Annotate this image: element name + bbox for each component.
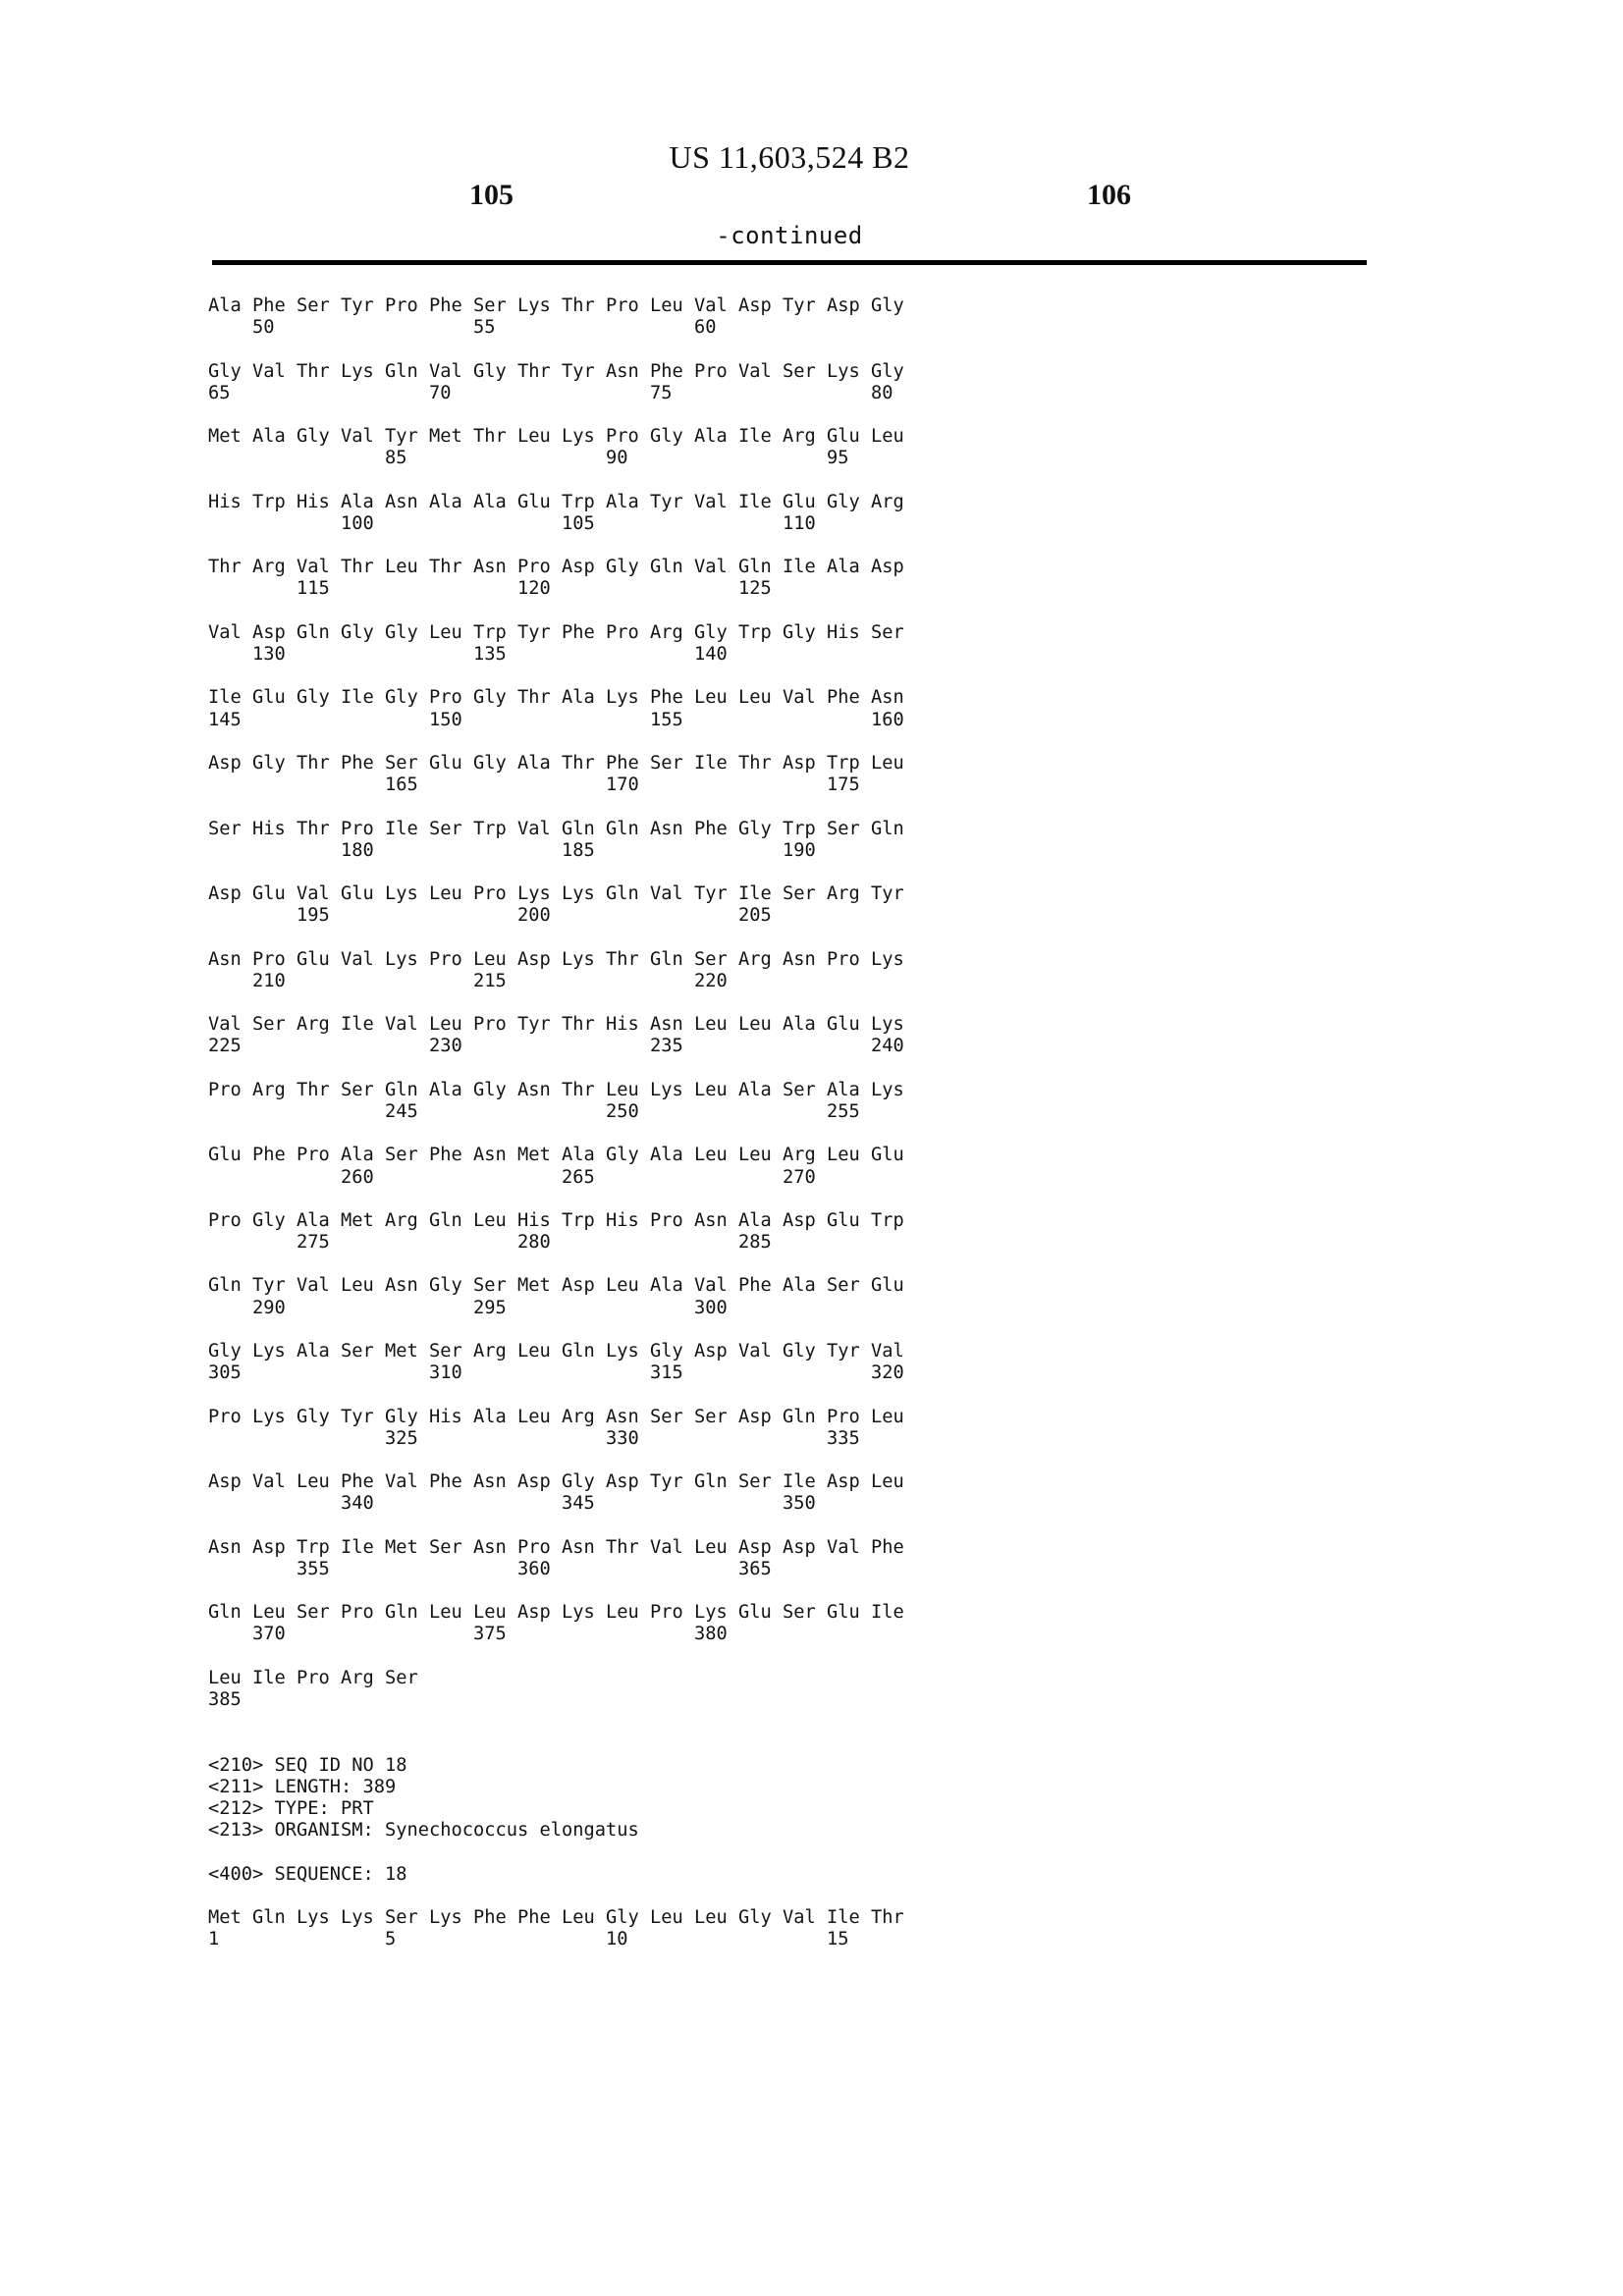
blank-line <box>208 1646 904 1668</box>
blank-line <box>208 1733 904 1754</box>
sequence-position-numbers: 290 295 300 <box>208 1297 728 1318</box>
sequence-residues-line: Ser His Thr Pro Ile Ser Trp Val Gln Gln Asn Phe Gly Trp Ser Gln <box>208 818 904 839</box>
sequence-residues-line: Glu Phe Pro Ala Ser Phe Asn Met Ala Gly Ala Leu Leu Arg Leu Glu <box>208 1145 904 1166</box>
sequence-residues-line: Ala Phe Ser Tyr Pro Phe Ser Lys Thr Pro Leu Val Asp Tyr Asp Gly <box>208 295 904 316</box>
blank-line <box>208 862 904 883</box>
blank-line <box>208 1516 904 1537</box>
sequence-position-numbers: 260 265 270 <box>208 1166 816 1188</box>
sequence-residues-line: Gln Leu Ser Pro Gln Leu Leu Asp Lys Leu Pro Lys Glu Ser Glu Ile <box>208 1602 904 1624</box>
sequence-position-numbers: 340 345 350 <box>208 1493 816 1515</box>
blank-line <box>208 1123 904 1145</box>
sequence-position-numbers: 100 105 110 <box>208 512 816 534</box>
sequence-position-numbers: 165 170 175 <box>208 774 860 796</box>
blank-line <box>208 470 904 492</box>
sequence-residues-line: Pro Arg Thr Ser Gln Ala Gly Asn Thr Leu Lys Leu Ala Ser Ala Lys <box>208 1079 904 1100</box>
sequence-residues-line: Gln Tyr Val Leu Asn Gly Ser Met Asp Leu Ala Val Phe Ala Ser Glu <box>208 1275 904 1297</box>
blank-line <box>208 1580 904 1602</box>
blank-line <box>208 796 904 818</box>
sequence-position-numbers: 245 250 255 <box>208 1100 860 1122</box>
sequence-header-line: <400> SEQUENCE: 18 <box>208 1863 407 1885</box>
sequence-metadata-line: <210> SEQ ID NO 18 <box>208 1754 407 1776</box>
sequence-residues-line: Asp Glu Val Glu Lys Leu Pro Lys Lys Gln Val Tyr Ile Ser Arg Tyr <box>208 883 904 905</box>
blank-line <box>208 1886 904 1907</box>
blank-line <box>208 992 904 1014</box>
blank-line <box>208 1189 904 1210</box>
sequence-residues-line: Val Ser Arg Ile Val Leu Pro Tyr Thr His Asn Leu Leu Ala Glu Lys <box>208 1014 904 1036</box>
continued-label: -continued <box>716 222 863 249</box>
sequence-residues-line: Gly Lys Ala Ser Met Ser Arg Leu Gln Lys Gly Asp Val Gly Tyr Val <box>208 1341 904 1362</box>
sequence-residues-line: Thr Arg Val Thr Leu Thr Asn Pro Asp Gly Gln Val Gln Ile Ala Asp <box>208 557 904 578</box>
sequence-residues-line: Leu Ile Pro Arg Ser <box>208 1667 418 1688</box>
blank-line <box>208 1319 904 1341</box>
sequence-position-numbers: 385 <box>208 1689 242 1710</box>
patent-number-header: US 11,603,524 B2 <box>669 139 910 175</box>
sequence-position-numbers: 50 55 60 <box>208 317 717 339</box>
header-rule <box>212 260 1367 265</box>
sequence-position-numbers: 130 135 140 <box>208 644 728 665</box>
sequence-residues-line: Pro Gly Ala Met Arg Gln Leu His Trp His Pro Asn Ala Asp Glu Trp <box>208 1209 904 1231</box>
sequence-position-numbers: 115 120 125 <box>208 578 772 600</box>
sequence-position-numbers: 65 70 75 80 <box>208 382 893 403</box>
blank-line <box>208 927 904 948</box>
blank-line <box>208 339 904 360</box>
sequence-residues-line: His Trp His Ala Asn Ala Ala Glu Trp Ala Tyr Val Ile Glu Gly Arg <box>208 491 904 512</box>
blank-line <box>208 1711 904 1733</box>
sequence-residues-line: Met Gln Lys Lys Ser Lys Phe Phe Leu Gly Leu Leu Gly Val Ile Thr <box>208 1906 904 1928</box>
sequence-residues-line: Pro Lys Gly Tyr Gly His Ala Leu Arg Asn Ser Ser Asp Gln Pro Leu <box>208 1406 904 1427</box>
sequence-position-numbers: 305 310 315 320 <box>208 1362 904 1384</box>
sequence-metadata-line: <212> TYPE: PRT <box>208 1797 374 1819</box>
sequence-residues-line: Val Asp Gln Gly Gly Leu Trp Tyr Phe Pro Arg Gly Trp Gly His Ser <box>208 621 904 643</box>
sequence-position-numbers: 145 150 155 160 <box>208 709 904 730</box>
blank-line <box>208 1450 904 1471</box>
sequence-position-numbers: 210 215 220 <box>208 970 728 991</box>
page-number-right: 106 <box>1087 179 1131 211</box>
page-number-left: 105 <box>469 179 514 211</box>
sequence-listing <box>208 295 904 1950</box>
blank-line <box>208 601 904 622</box>
sequence-metadata-line: <213> ORGANISM: Synechococcus elongatus <box>208 1820 639 1842</box>
blank-line <box>208 404 904 426</box>
sequence-position-numbers: 275 280 285 <box>208 1232 772 1254</box>
sequence-residues-line: Met Ala Gly Val Tyr Met Thr Leu Lys Pro Gly Ala Ile Arg Glu Leu <box>208 426 904 448</box>
sequence-position-numbers: 325 330 335 <box>208 1427 860 1449</box>
sequence-residues-line: Ile Glu Gly Ile Gly Pro Gly Thr Ala Lys Phe Leu Leu Val Phe Asn <box>208 687 904 709</box>
sequence-position-numbers: 195 200 205 <box>208 905 772 927</box>
blank-line <box>208 1058 904 1080</box>
sequence-metadata-line: <211> LENGTH: 389 <box>208 1776 397 1797</box>
sequence-residues-line: Asp Gly Thr Phe Ser Glu Gly Ala Thr Phe Ser Ile Thr Asp Trp Leu <box>208 752 904 774</box>
sequence-position-numbers: 85 90 95 <box>208 448 849 469</box>
sequence-position-numbers: 225 230 235 240 <box>208 1036 904 1057</box>
sequence-residues-line: Asn Pro Glu Val Lys Pro Leu Asp Lys Thr Gln Ser Arg Asn Pro Lys <box>208 948 904 970</box>
sequence-residues-line: Gly Val Thr Lys Gln Val Gly Thr Tyr Asn Phe Pro Val Ser Lys Gly <box>208 360 904 382</box>
sequence-position-numbers: 180 185 190 <box>208 839 816 861</box>
sequence-position-numbers: 1 5 10 15 <box>208 1929 849 1950</box>
sequence-residues-line: Asn Asp Trp Ile Met Ser Asn Pro Asn Thr Val Leu Asp Asp Val Phe <box>208 1536 904 1558</box>
blank-line <box>208 1842 904 1863</box>
blank-line <box>208 1254 904 1275</box>
sequence-residues-line: Asp Val Leu Phe Val Phe Asn Asp Gly Asp Tyr Gln Ser Ile Asp Leu <box>208 1471 904 1493</box>
blank-line <box>208 666 904 687</box>
sequence-position-numbers: 355 360 365 <box>208 1558 772 1579</box>
sequence-position-numbers: 370 375 380 <box>208 1624 728 1645</box>
blank-line <box>208 1384 904 1406</box>
blank-line <box>208 731 904 753</box>
blank-line <box>208 535 904 557</box>
